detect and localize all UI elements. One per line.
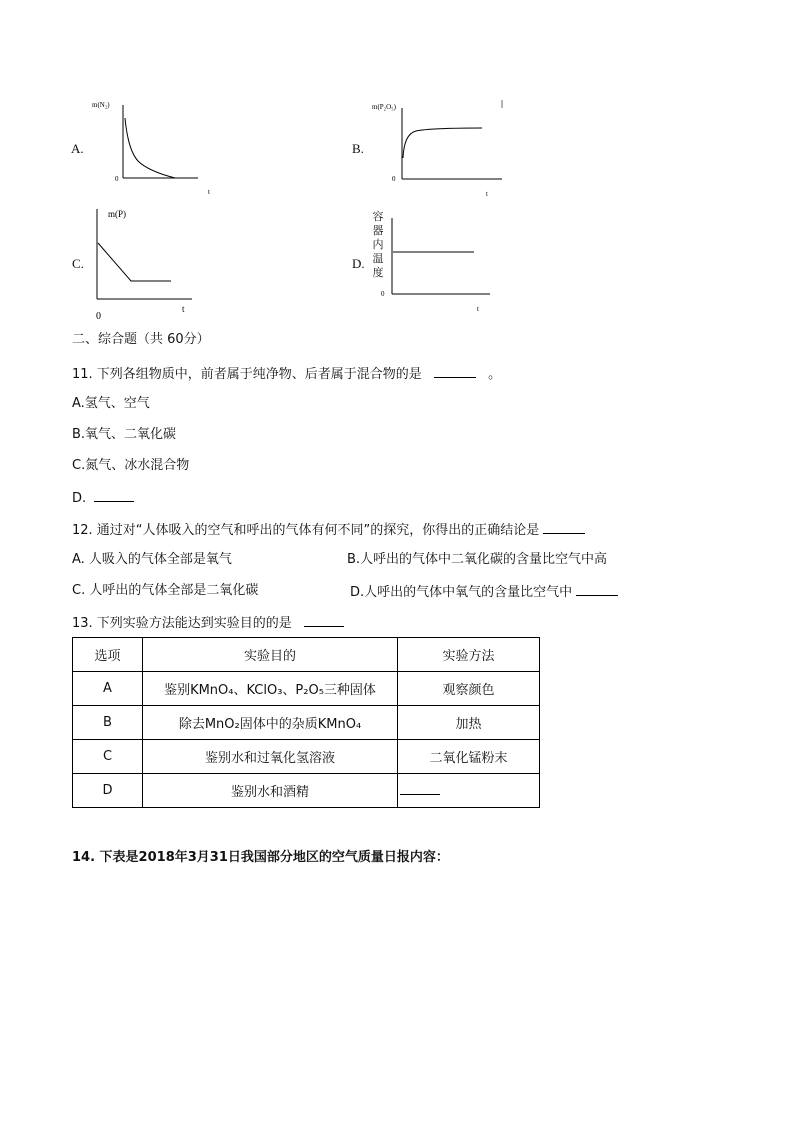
table-row <box>73 774 540 808</box>
q13-table <box>72 637 540 808</box>
q11-answer-blank[interactable] <box>434 365 476 378</box>
q12-option-b: B.人呼出的气体中二氧化碳的含量比空气中高 <box>347 552 608 567</box>
graph-d <box>381 216 495 316</box>
graph-b-xlabel: t <box>486 190 488 198</box>
graph-c-ylabel: m(P) <box>108 209 126 219</box>
graph-c-line <box>98 243 171 281</box>
row-a-option: A <box>73 672 143 706</box>
row-c-method: 二氧化锰粉末 <box>398 740 540 774</box>
header-method: 实验方法 <box>398 638 540 672</box>
graph-b-curve <box>403 128 482 158</box>
q11-option-c: C.氮气、冰水混合物 <box>72 458 190 473</box>
graph-d-xlabel: t <box>477 305 479 313</box>
q13-stem: 13. 下列实验方法能达到实验目的的是 <box>72 616 292 631</box>
q13-stem-line <box>72 614 344 632</box>
table-row <box>73 672 540 706</box>
graph-b <box>370 98 510 198</box>
q11-option-a: A.氢气、空气 <box>72 396 150 411</box>
q12-option-a: A. 人吸入的气体全部是氧气 <box>72 552 232 567</box>
q11-option-b: B.氧气、二氧化碳 <box>72 427 177 442</box>
q12-stem: 12. 通过对“人体吸入的空气和呼出的气体有何不同”的探究，你得出的正确结论是 <box>72 523 540 538</box>
row-b-option: B <box>73 706 143 740</box>
q13-answer-blank[interactable] <box>304 614 344 627</box>
table-header-row <box>73 638 540 672</box>
q12-answer-blank[interactable] <box>543 521 585 534</box>
graph-c-xlabel: t <box>182 304 185 314</box>
header-purpose: 实验目的 <box>143 638 398 672</box>
table-row <box>73 706 540 740</box>
q11-option-d-line <box>72 489 134 507</box>
graph-b-option-label: B. <box>352 141 364 156</box>
row-b-method: 加热 <box>398 706 540 740</box>
graph-a-xlabel: t <box>208 188 210 196</box>
row-d-purpose: 鉴别水和酒精 <box>143 774 398 808</box>
graph-c <box>88 205 198 325</box>
q11-stem: 11. 下列各组物质中，前者属于纯净物、后者属于混合物的是 <box>72 367 422 382</box>
q11-option-d: D. <box>72 491 87 506</box>
row-a-method: 观察颜色 <box>398 672 540 706</box>
graph-d-option-label: D. <box>352 256 365 271</box>
graph-b-ylabel: m(P₂O₅) <box>372 103 396 111</box>
row-a-purpose: 鉴别KMnO₄、KClO₃、P₂O₅三种固体 <box>143 672 398 706</box>
section-title: 二、综合题（共 60分） <box>72 332 210 347</box>
row-d-option: D <box>73 774 143 808</box>
row-d-method-blank[interactable] <box>400 782 440 795</box>
row-c-purpose: 鉴别水和过氧化氢溶液 <box>143 740 398 774</box>
row-c-option: C <box>73 740 143 774</box>
q11-stem-end: 。 <box>488 367 502 382</box>
table-row <box>73 740 540 774</box>
graph-d-ylabel: 容 器 内 温 度 <box>372 210 384 279</box>
graph-a <box>92 98 220 198</box>
q12-option-d-blank[interactable] <box>576 583 618 596</box>
header-option: 选项 <box>73 638 143 672</box>
graph-a-curve <box>125 118 175 178</box>
graph-a-ylabel: m(N₂) <box>92 101 110 109</box>
graph-c-option-label: C. <box>72 256 84 271</box>
row-d-method <box>398 774 540 808</box>
q12-option-c: C. 人呼出的气体全部是二氧化碳 <box>72 583 259 598</box>
q11-stem-line <box>72 365 501 383</box>
graph-d-origin: 0 <box>381 290 385 298</box>
graph-c-origin: 0 <box>96 311 101 322</box>
q11-option-d-blank[interactable] <box>94 489 134 502</box>
q14-stem: 14. 下表是2018年3月31日我国部分地区的空气质量日报内容： <box>72 850 449 865</box>
q12-option-d-line <box>350 583 618 601</box>
q12-stem-line <box>72 521 585 539</box>
row-b-purpose: 除去MnO₂固体中的杂质KMnO₄ <box>143 706 398 740</box>
q12-option-d: D.人呼出的气体中氧气的含量比空气中 <box>350 585 573 600</box>
graph-b-origin: 0 <box>392 175 396 183</box>
graph-a-option-label: A. <box>71 141 84 156</box>
graph-a-origin: 0 <box>115 175 119 183</box>
